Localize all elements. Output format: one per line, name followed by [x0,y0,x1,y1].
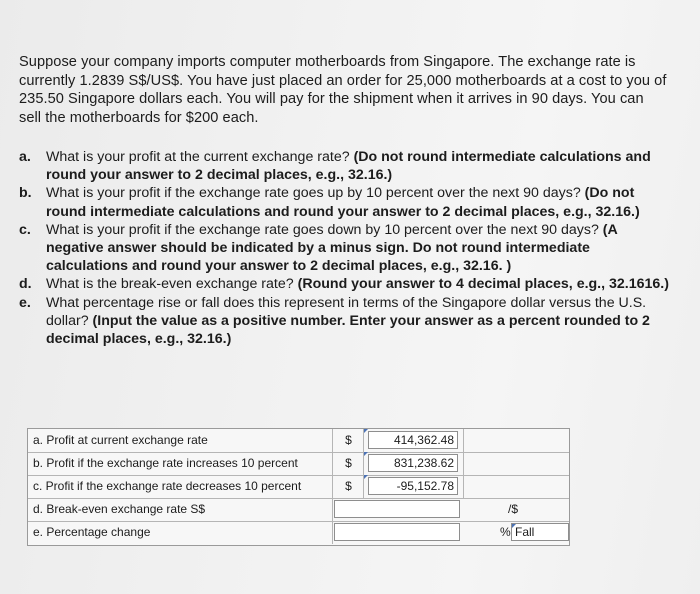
question-instruction: (Do not round intermediate calculations and round your answer to 2 decimal places, e.g., 32.16.) [46,185,640,220]
empty-cell [464,452,569,475]
answer-label: d. Break-even exchange rate S$ [28,498,333,521]
rate-unit: /$ [508,502,519,516]
question-e [19,294,674,349]
profit-current-input[interactable]: 414,362.48 [368,431,458,449]
question-letter: d. [19,276,32,293]
currency-prefix: $ [334,452,364,475]
currency-prefix: $ [334,429,364,452]
answer-row-d [28,498,569,522]
answer-table [27,428,570,546]
question-instruction: (Do not round intermediate calculations and round your answer to 2 decimal places, e.g., 32.16.) [46,149,651,184]
empty-cell [464,429,569,452]
answer-row-a [28,429,569,453]
question-text: What is your profit if the exchange rate goes down by 10 percent over the next 90 days? [46,221,603,238]
answer-row-b [28,452,569,476]
currency-prefix: $ [334,475,364,498]
answer-label: b. Profit if the exchange rate increases 10 percent [28,452,333,475]
question-letter: a. [19,149,31,165]
question-instruction: (A negative answer should be indicated by a minus sign. Do not round intermediate calculations and round your answer to 2 decimal places, e.g., 32.16. ) [46,221,618,275]
question-b [19,184,674,220]
question-text: What is your profit at the current exchange rate? [46,149,354,165]
percent-unit: % [500,525,511,539]
answer-label: a. Profit at current exchange rate [28,429,333,452]
question-d [19,275,674,293]
question-text: What is the break-even exchange rate? [46,276,298,293]
answer-row-c [28,475,569,499]
question-c [19,221,674,276]
question-text: What percentage rise or fall does this represent in terms of the Singapore dollar versus the U.S. dollar? [46,294,647,329]
profit-decrease-input[interactable]: -95,152.78 [368,477,458,495]
problem-intro: Suppose your company imports computer motherboards from Singapore. The exchange rate is currently 1.2839 S$/US$. You have just placed an order for 25,000 motherboards at a cost to you of 235.50 Singapore dollars each. You will pay for the shipment when it arrives in 90 days. You can sell the motherboards for $200 each. [19,54,667,126]
rise-fall-select[interactable] [511,523,569,541]
question-instruction: (Input the value as a positive number. Enter your answer as a percent rounded to 2 decimal places, e.g., 32.16.) [46,312,650,348]
answer-label: c. Profit if the exchange rate decreases 10 percent [28,475,333,498]
percentage-change-input[interactable] [334,523,460,541]
question-a [19,148,674,184]
profit-increase-input[interactable]: 831,238.62 [368,454,458,472]
question-list [19,148,674,348]
break-even-rate-input[interactable] [334,500,460,518]
rise-fall-value: Fall [515,525,535,539]
question-text: What is your profit if the exchange rate goes up by 10 percent over the next 90 days? [46,185,585,202]
question-instruction: (Round your answer to 4 decimal places, e.g., 32.1616.) [297,276,669,293]
question-letter: c. [19,221,31,238]
question-letter: b. [19,185,32,202]
answered-flag-icon [512,524,516,528]
question-letter: e. [19,294,31,311]
answer-row-e [28,521,569,544]
answer-label: e. Percentage change [28,521,333,544]
empty-cell [464,475,569,498]
